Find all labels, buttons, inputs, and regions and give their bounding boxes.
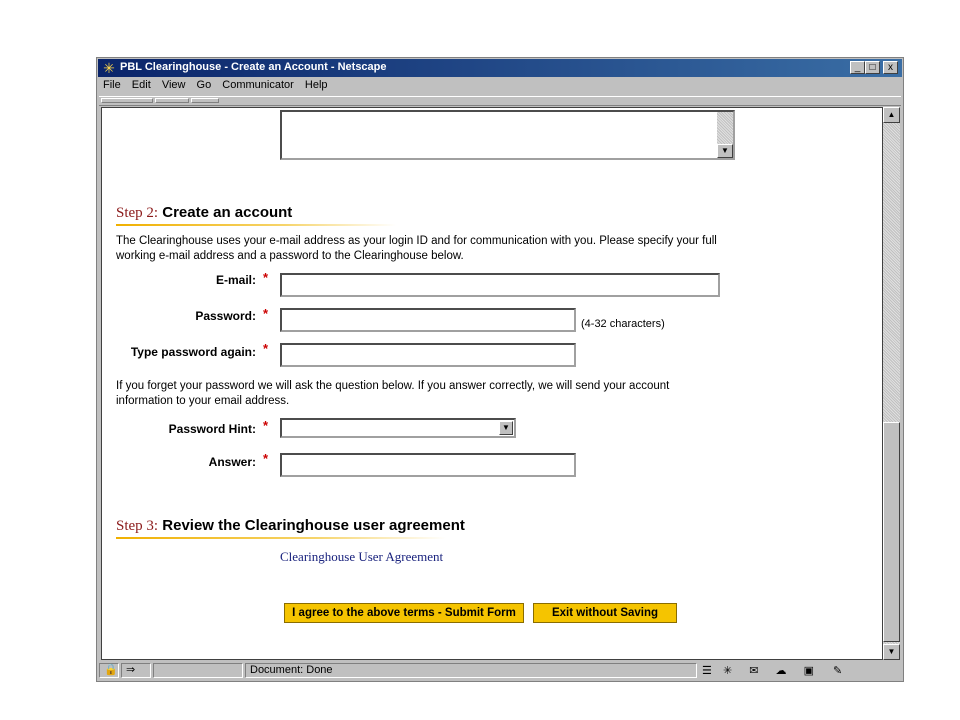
page-viewport	[101, 107, 883, 660]
password-length-hint: (4-32 characters)	[581, 318, 665, 330]
edit-icon[interactable]: ✎	[833, 665, 843, 677]
dropdown-arrow-icon[interactable]: ▼	[499, 421, 513, 435]
step2-title: Create an account	[162, 204, 293, 221]
discussion-icon[interactable]: ☁	[775, 665, 787, 677]
required-marker: *	[263, 306, 269, 321]
window-title: PBL Clearinghouse - Create an Account - Netscape	[120, 61, 387, 73]
mail-icon[interactable]: ✉	[749, 665, 759, 677]
menu-view[interactable]: View	[161, 79, 186, 91]
menu-bar	[99, 79, 336, 95]
menu-go[interactable]: Go	[196, 79, 212, 91]
step2-heading	[116, 204, 292, 222]
step3-underline	[116, 537, 446, 539]
confirm-password-input[interactable]	[280, 343, 576, 367]
step2-number: Step 2:	[116, 205, 159, 221]
step3-title: Review the Clearinghouse user agreement	[162, 517, 465, 534]
forget-password-text: If you forget your password we will ask the question below. If you answer correctly, we will send your account information to your email address.	[116, 380, 670, 407]
scroll-thumb[interactable]	[883, 422, 900, 642]
answer-label: Answer:	[208, 455, 256, 469]
collapsed-toolbar-personal[interactable]	[191, 98, 219, 103]
menu-communicator[interactable]: Communicator	[222, 79, 294, 91]
agreement-textarea[interactable]	[280, 110, 735, 160]
scroll-up-icon[interactable]: ▲	[883, 107, 900, 123]
maximize-button[interactable]: □	[865, 61, 880, 74]
security-lock-icon[interactable]: 🔒	[99, 663, 119, 678]
menu-file[interactable]: File	[103, 79, 121, 91]
component-bar	[702, 664, 842, 677]
browser-window	[96, 57, 904, 682]
password-hint-select[interactable]	[280, 418, 516, 438]
vertical-scrollbar[interactable]	[883, 107, 900, 660]
status-bar	[99, 662, 901, 680]
collapsed-toolbar-navigation[interactable]	[101, 98, 153, 103]
required-marker: *	[263, 270, 269, 285]
collapsed-toolbars	[99, 96, 901, 106]
step2-underline	[116, 224, 396, 226]
connection-icon: ⇒	[121, 663, 151, 678]
email-input[interactable]	[280, 273, 720, 297]
required-marker: *	[263, 418, 269, 433]
collapsed-toolbar-location[interactable]	[155, 98, 189, 103]
required-marker: *	[263, 451, 269, 466]
answer-input[interactable]	[280, 453, 576, 477]
confirm-password-label: Type password again:	[130, 345, 256, 359]
menu-edit[interactable]: Edit	[131, 79, 151, 91]
submit-form-button[interactable]: I agree to the above terms - Submit Form	[284, 603, 524, 623]
required-marker: *	[263, 341, 269, 356]
password-input[interactable]	[280, 308, 576, 332]
menu-help[interactable]: Help	[304, 79, 328, 91]
step2-intro: The Clearinghouse uses your e-mail address as your login ID and for communication with you. Please specify your full working e-mail address and a password to the Clearinghouse below.	[116, 235, 717, 262]
password-hint-label: Password Hint:	[168, 422, 256, 436]
navigator-icon[interactable]: ☰	[702, 665, 712, 677]
exit-without-saving-button[interactable]: Exit without Saving	[533, 603, 677, 623]
composer-icon[interactable]: ▣	[803, 665, 814, 677]
scroll-down-icon[interactable]: ▼	[883, 644, 900, 660]
netscape-icon: ✳	[103, 60, 115, 76]
email-label: E-mail:	[215, 273, 256, 287]
progress-bar	[153, 663, 243, 678]
minimize-button[interactable]: _	[850, 61, 865, 74]
title-bar[interactable]	[98, 59, 902, 77]
step3-heading	[116, 517, 465, 535]
step3-number: Step 3:	[116, 518, 159, 534]
textarea-scroll-down-icon[interactable]: ▼	[717, 144, 733, 158]
status-text: Document: Done	[245, 663, 697, 678]
user-agreement-link[interactable]: Clearinghouse User Agreement	[280, 549, 444, 564]
netscape-star-icon[interactable]: ✳	[722, 665, 733, 677]
close-button[interactable]: x	[883, 61, 898, 74]
password-label: Password:	[195, 309, 256, 323]
